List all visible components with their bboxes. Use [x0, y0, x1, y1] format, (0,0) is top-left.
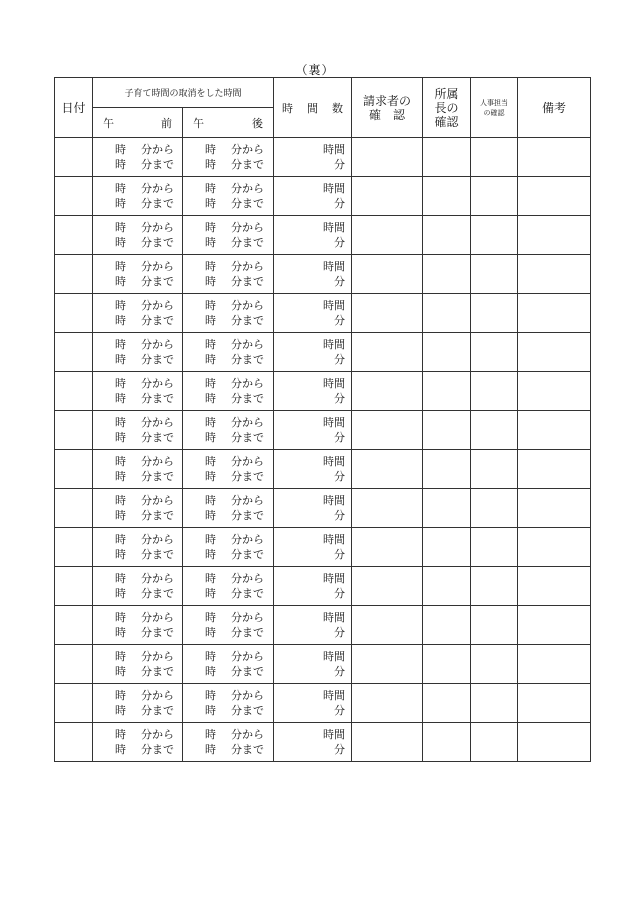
- chief-confirm-cell[interactable]: [423, 138, 471, 177]
- hours-cell[interactable]: 時間 分: [274, 294, 352, 333]
- am-time-cell[interactable]: 時 分から 時 分まで: [93, 723, 183, 762]
- am-time-cell[interactable]: 時 分から 時 分まで: [93, 645, 183, 684]
- pm-time-cell[interactable]: 時 分から 時 分まで: [183, 489, 274, 528]
- table-row: [55, 411, 591, 450]
- remarks-cell[interactable]: [518, 216, 591, 255]
- header-cancel-group: 子育て時間の取消をした時間: [93, 78, 274, 108]
- pm-time-cell[interactable]: 時 分から 時 分まで: [183, 294, 274, 333]
- header-requester: 請求者の 確 認: [352, 78, 423, 138]
- table-row: [55, 606, 591, 645]
- pm-time-cell[interactable]: 時 分から 時 分まで: [183, 255, 274, 294]
- header-hours: 時 間 数: [274, 78, 352, 138]
- date-cell[interactable]: [55, 645, 93, 684]
- hours-cell[interactable]: 時間 分: [274, 567, 352, 606]
- remarks-cell[interactable]: [518, 684, 591, 723]
- am-time-cell[interactable]: 時 分から 時 分まで: [93, 411, 183, 450]
- header-date: 日付: [55, 78, 93, 138]
- table-row: [55, 567, 591, 606]
- hr-confirm-cell[interactable]: [471, 645, 518, 684]
- hr-confirm-cell[interactable]: [471, 216, 518, 255]
- chief-confirm-cell[interactable]: [423, 177, 471, 216]
- hours-cell[interactable]: 時間 分: [274, 216, 352, 255]
- pm-time-cell[interactable]: 時 分から 時 分まで: [183, 177, 274, 216]
- am-time-cell[interactable]: 時 分から 時 分まで: [93, 489, 183, 528]
- chief-confirm-cell[interactable]: [423, 372, 471, 411]
- hr-confirm-cell[interactable]: [471, 528, 518, 567]
- pm-time-cell[interactable]: 時 分から 時 分まで: [183, 684, 274, 723]
- date-cell[interactable]: [55, 216, 93, 255]
- date-cell[interactable]: [55, 489, 93, 528]
- hours-cell[interactable]: 時間 分: [274, 372, 352, 411]
- header-hr: 人事担当 の確認: [471, 78, 518, 138]
- header-chief: 所属 長の 確認: [423, 78, 471, 138]
- requester-confirm-cell[interactable]: [352, 645, 423, 684]
- pm-time-cell[interactable]: 時 分から 時 分まで: [183, 333, 274, 372]
- requester-confirm-cell[interactable]: [352, 567, 423, 606]
- date-cell[interactable]: [55, 294, 93, 333]
- chief-confirm-cell[interactable]: [423, 411, 471, 450]
- hours-cell[interactable]: 時間 分: [274, 606, 352, 645]
- date-cell[interactable]: [55, 528, 93, 567]
- chief-confirm-cell[interactable]: [423, 450, 471, 489]
- date-cell[interactable]: [55, 255, 93, 294]
- chief-confirm-cell[interactable]: [423, 489, 471, 528]
- hr-confirm-cell[interactable]: [471, 255, 518, 294]
- requester-confirm-cell[interactable]: [352, 333, 423, 372]
- table-row: [55, 450, 591, 489]
- remarks-cell[interactable]: [518, 723, 591, 762]
- am-time-cell[interactable]: 時 分から 時 分まで: [93, 528, 183, 567]
- remarks-cell[interactable]: [518, 567, 591, 606]
- requester-confirm-cell[interactable]: [352, 606, 423, 645]
- chief-confirm-cell[interactable]: [423, 528, 471, 567]
- date-cell[interactable]: [55, 684, 93, 723]
- remarks-cell[interactable]: [518, 255, 591, 294]
- hours-cell[interactable]: 時間 分: [274, 528, 352, 567]
- pm-time-cell[interactable]: 時 分から 時 分まで: [183, 567, 274, 606]
- table-row: [55, 645, 591, 684]
- remarks-cell[interactable]: [518, 333, 591, 372]
- table-row: [55, 372, 591, 411]
- requester-confirm-cell[interactable]: [352, 372, 423, 411]
- remarks-cell[interactable]: [518, 528, 591, 567]
- am-time-cell[interactable]: 時 分から 時 分まで: [93, 684, 183, 723]
- hours-cell[interactable]: 時間 分: [274, 450, 352, 489]
- requester-confirm-cell[interactable]: [352, 411, 423, 450]
- table-row: [55, 216, 591, 255]
- am-time-cell[interactable]: 時 分から 時 分まで: [93, 333, 183, 372]
- pm-time-cell[interactable]: 時 分から 時 分まで: [183, 411, 274, 450]
- requester-confirm-cell[interactable]: [352, 294, 423, 333]
- requester-confirm-cell[interactable]: [352, 255, 423, 294]
- pm-time-cell[interactable]: 時 分から 時 分まで: [183, 216, 274, 255]
- am-time-cell[interactable]: 時 分から 時 分まで: [93, 372, 183, 411]
- hr-confirm-cell[interactable]: [471, 177, 518, 216]
- remarks-cell[interactable]: [518, 450, 591, 489]
- table-row: [55, 138, 591, 177]
- hours-cell[interactable]: 時間 分: [274, 723, 352, 762]
- remarks-cell[interactable]: [518, 645, 591, 684]
- hr-confirm-cell[interactable]: [471, 723, 518, 762]
- date-cell[interactable]: [55, 723, 93, 762]
- header-am: 午 前: [93, 108, 183, 138]
- hours-cell[interactable]: 時間 分: [274, 684, 352, 723]
- date-cell[interactable]: [55, 450, 93, 489]
- date-cell[interactable]: [55, 333, 93, 372]
- pm-time-cell[interactable]: 時 分から 時 分まで: [183, 645, 274, 684]
- requester-confirm-cell[interactable]: [352, 528, 423, 567]
- chief-confirm-cell[interactable]: [423, 255, 471, 294]
- requester-confirm-cell[interactable]: [352, 177, 423, 216]
- table-row: [55, 255, 591, 294]
- pm-time-cell[interactable]: 時 分から 時 分まで: [183, 138, 274, 177]
- am-time-cell[interactable]: 時 分から 時 分まで: [93, 255, 183, 294]
- requester-confirm-cell[interactable]: [352, 489, 423, 528]
- requester-confirm-cell[interactable]: [352, 450, 423, 489]
- hours-cell[interactable]: 時間 分: [274, 255, 352, 294]
- page-side-label: （裏）: [295, 63, 335, 77]
- requester-confirm-cell[interactable]: [352, 138, 423, 177]
- hours-cell[interactable]: 時間 分: [274, 489, 352, 528]
- chief-confirm-cell[interactable]: [423, 723, 471, 762]
- hr-confirm-cell[interactable]: [471, 684, 518, 723]
- chief-confirm-cell[interactable]: [423, 684, 471, 723]
- date-cell[interactable]: [55, 138, 93, 177]
- am-time-cell[interactable]: 時 分から 時 分まで: [93, 177, 183, 216]
- hr-confirm-cell[interactable]: [471, 489, 518, 528]
- chief-confirm-cell[interactable]: [423, 333, 471, 372]
- hr-confirm-cell[interactable]: [471, 333, 518, 372]
- am-time-cell[interactable]: 時 分から 時 分まで: [93, 567, 183, 606]
- pm-time-cell[interactable]: 時 分から 時 分まで: [183, 723, 274, 762]
- am-time-cell[interactable]: 時 分から 時 分まで: [93, 606, 183, 645]
- date-cell[interactable]: [55, 606, 93, 645]
- date-cell[interactable]: [55, 372, 93, 411]
- chief-confirm-cell[interactable]: [423, 606, 471, 645]
- hr-confirm-cell[interactable]: [471, 372, 518, 411]
- hours-cell[interactable]: 時間 分: [274, 138, 352, 177]
- am-time-cell[interactable]: 時 分から 時 分まで: [93, 450, 183, 489]
- hr-confirm-cell[interactable]: [471, 138, 518, 177]
- requester-confirm-cell[interactable]: [352, 684, 423, 723]
- hours-cell[interactable]: 時間 分: [274, 333, 352, 372]
- remarks-cell[interactable]: [518, 489, 591, 528]
- pm-time-cell[interactable]: 時 分から 時 分まで: [183, 450, 274, 489]
- remarks-cell[interactable]: [518, 372, 591, 411]
- hr-confirm-cell[interactable]: [471, 411, 518, 450]
- am-time-cell[interactable]: 時 分から 時 分まで: [93, 138, 183, 177]
- remarks-cell[interactable]: [518, 606, 591, 645]
- chief-confirm-cell[interactable]: [423, 567, 471, 606]
- childcare-cancel-table: [54, 77, 591, 762]
- hr-confirm-cell[interactable]: [471, 606, 518, 645]
- pm-time-cell[interactable]: 時 分から 時 分まで: [183, 372, 274, 411]
- table-row: [55, 723, 591, 762]
- am-time-cell[interactable]: 時 分から 時 分まで: [93, 216, 183, 255]
- remarks-cell[interactable]: [518, 177, 591, 216]
- pm-time-cell[interactable]: 時 分から 時 分まで: [183, 528, 274, 567]
- hr-confirm-cell[interactable]: [471, 567, 518, 606]
- hours-cell[interactable]: 時間 分: [274, 411, 352, 450]
- requester-confirm-cell[interactable]: [352, 723, 423, 762]
- table-row: [55, 528, 591, 567]
- am-time-cell[interactable]: 時 分から 時 分まで: [93, 294, 183, 333]
- table-row: [55, 294, 591, 333]
- table-row: [55, 177, 591, 216]
- remarks-cell[interactable]: [518, 138, 591, 177]
- date-cell[interactable]: [55, 567, 93, 606]
- hours-cell[interactable]: 時間 分: [274, 177, 352, 216]
- chief-confirm-cell[interactable]: [423, 645, 471, 684]
- table-row: [55, 333, 591, 372]
- hr-confirm-cell[interactable]: [471, 450, 518, 489]
- date-cell[interactable]: [55, 411, 93, 450]
- table-row: [55, 489, 591, 528]
- hr-confirm-cell[interactable]: [471, 294, 518, 333]
- table-row: [55, 684, 591, 723]
- chief-confirm-cell[interactable]: [423, 294, 471, 333]
- requester-confirm-cell[interactable]: [352, 216, 423, 255]
- remarks-cell[interactable]: [518, 411, 591, 450]
- header-remarks: 備考: [518, 78, 591, 138]
- remarks-cell[interactable]: [518, 294, 591, 333]
- date-cell[interactable]: [55, 177, 93, 216]
- header-pm: 午 後: [183, 108, 274, 138]
- chief-confirm-cell[interactable]: [423, 216, 471, 255]
- pm-time-cell[interactable]: 時 分から 時 分まで: [183, 606, 274, 645]
- hours-cell[interactable]: 時間 分: [274, 645, 352, 684]
